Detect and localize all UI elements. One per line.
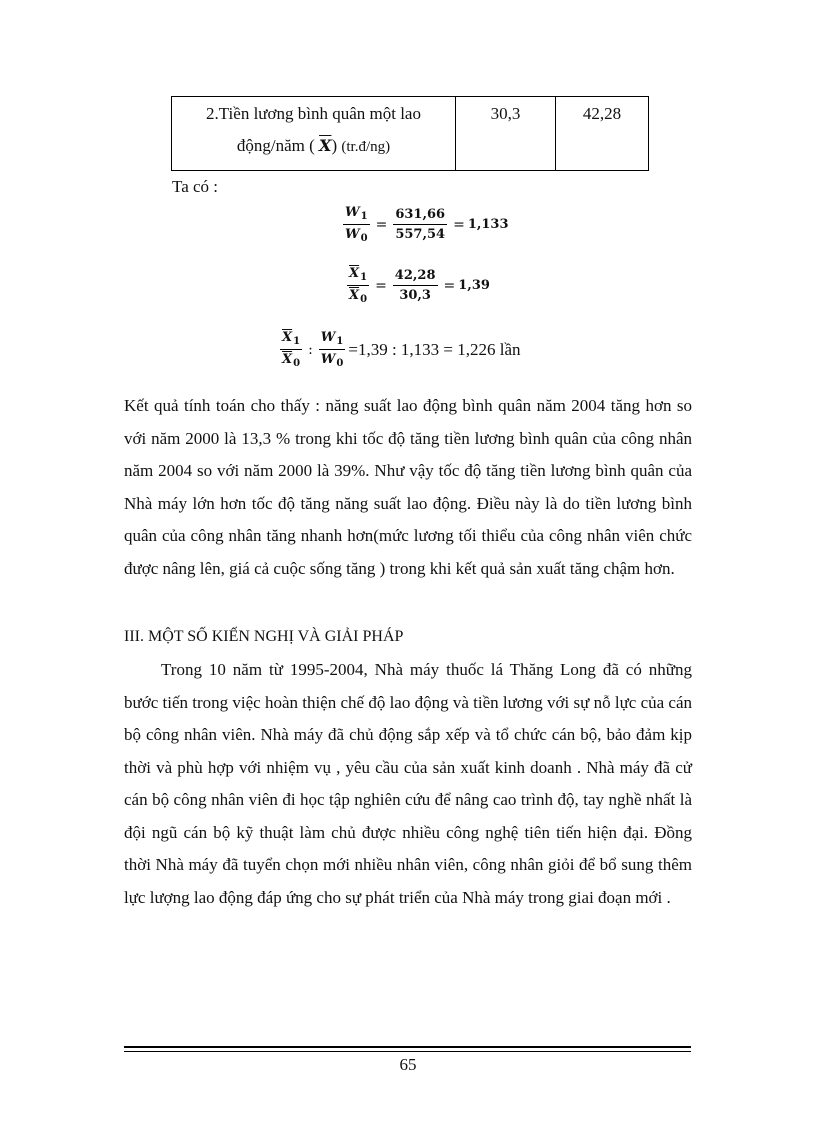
formula-productivity-ratio: $\frac{W_1}{W_0}$ = $\frac{631,66}{557,54}$ = 1,133 (345, 205, 509, 244)
mean-wage-symbol: $\overline{X}$ (319, 136, 332, 155)
wage-ratio-result: 1,39 (458, 278, 490, 293)
var-w0: W (345, 227, 360, 242)
paragraph-results: Kết quả tính toán cho thấy : năng suất lao động bình quân năm 2004 tăng hơn so với năm 2000 là 13,3 % trong khi tốc độ tăng tiền lương bình quân của công nhân năm 2004 so với năm 2000 là 39%. Như vậy tốc độ tăng tiền lương bình quân của Nhà máy lớn hơn tốc độ tăng năng suất lao động. Điều này là do tiền lương bình quân của công nhân tăng nhanh hơn(mức lương tối thiểu của công nhân viên chức được nâng lên, giá cả cuộc sống tăng ) trong khi kết quả sản xuất tăng chậm hơn. (124, 396, 692, 578)
formula-wage-ratio: $\frac{\overline{X}_1}{\overline{X}_0}$ = $\frac{42,28}{30,3}$ = 1,39 (349, 266, 490, 305)
row-label-prefix: động/năm ( (236, 136, 315, 155)
footer-rule-thick (124, 1046, 691, 1048)
section-heading: III. MỘT SỐ KIẾN NGHỊ VÀ GIẢI PHÁP (124, 628, 404, 645)
footer-rule-thin (124, 1051, 691, 1052)
table-row (172, 97, 649, 171)
row-label-suffix: ) (331, 136, 338, 155)
wage-table (171, 96, 649, 171)
paragraph-recommendations: Trong 10 năm từ 1995-2004, Nhà máy thuốc lá Thăng Long đã có những bước tiến trong việc hoàn thiện chế độ lao động và tiền lương với sự nỗ lực của cán bộ công nhân viên. Nhà máy đã chủ động sắp xếp và tổ chức cán bộ, bảo đảm kịp thời và phù hợp với nhiệm vụ , yêu cầu của sản xuất kinh doanh . Nhà máy đã cử cán bộ công nhân viên đi học tập nghiên cứu để nâng cao trình độ, tay nghề nhất là đội ngũ cán bộ kỹ thuật làm chủ được nhiều công nghệ tiên tiến hiện đại. Đồng thời Nhà máy đã tuyển chọn mới nhiều nhân viên, công nhân giỏi để bổ sung thêm lực lượng lao động đáp ứng cho sự phát triển của Nhà máy trong giai đoạn mới . (124, 660, 693, 907)
intro-text: Ta có : (172, 177, 219, 196)
row-label-unit: (tr.đ/ng) (341, 139, 391, 155)
productivity-ratio-result: 1,133 (467, 217, 509, 232)
value-42-28: 42,28 (393, 268, 438, 286)
value-30-3: 30,3 (399, 288, 431, 303)
row-label-cell (172, 97, 456, 171)
value-2000-cell (456, 97, 556, 171)
value-2004: 42,28 (582, 104, 622, 123)
page-number: 65 (399, 1055, 417, 1074)
formula-combined-ratio: $\frac{\overline{X}_1}{\overline{X}_0}$ : $\frac{W_1}{W_0}$ =1,39 : 1,133 = 1,226 lần (282, 330, 521, 369)
combined-ratio-result: =1,39 : 1,133 = 1,226 lần (348, 339, 521, 359)
var-x1: $\overline{X}$ (349, 266, 360, 281)
var-w1: W (345, 205, 360, 220)
row-label-line1: 2.Tiền lương bình quân một lao (206, 104, 421, 123)
value-557: 557,54 (395, 227, 446, 242)
value-2004-cell (556, 97, 649, 171)
var-x0: $\overline{X}$ (349, 288, 360, 303)
value-631: 631,66 (393, 207, 447, 225)
value-2000: 30,3 (490, 104, 521, 123)
